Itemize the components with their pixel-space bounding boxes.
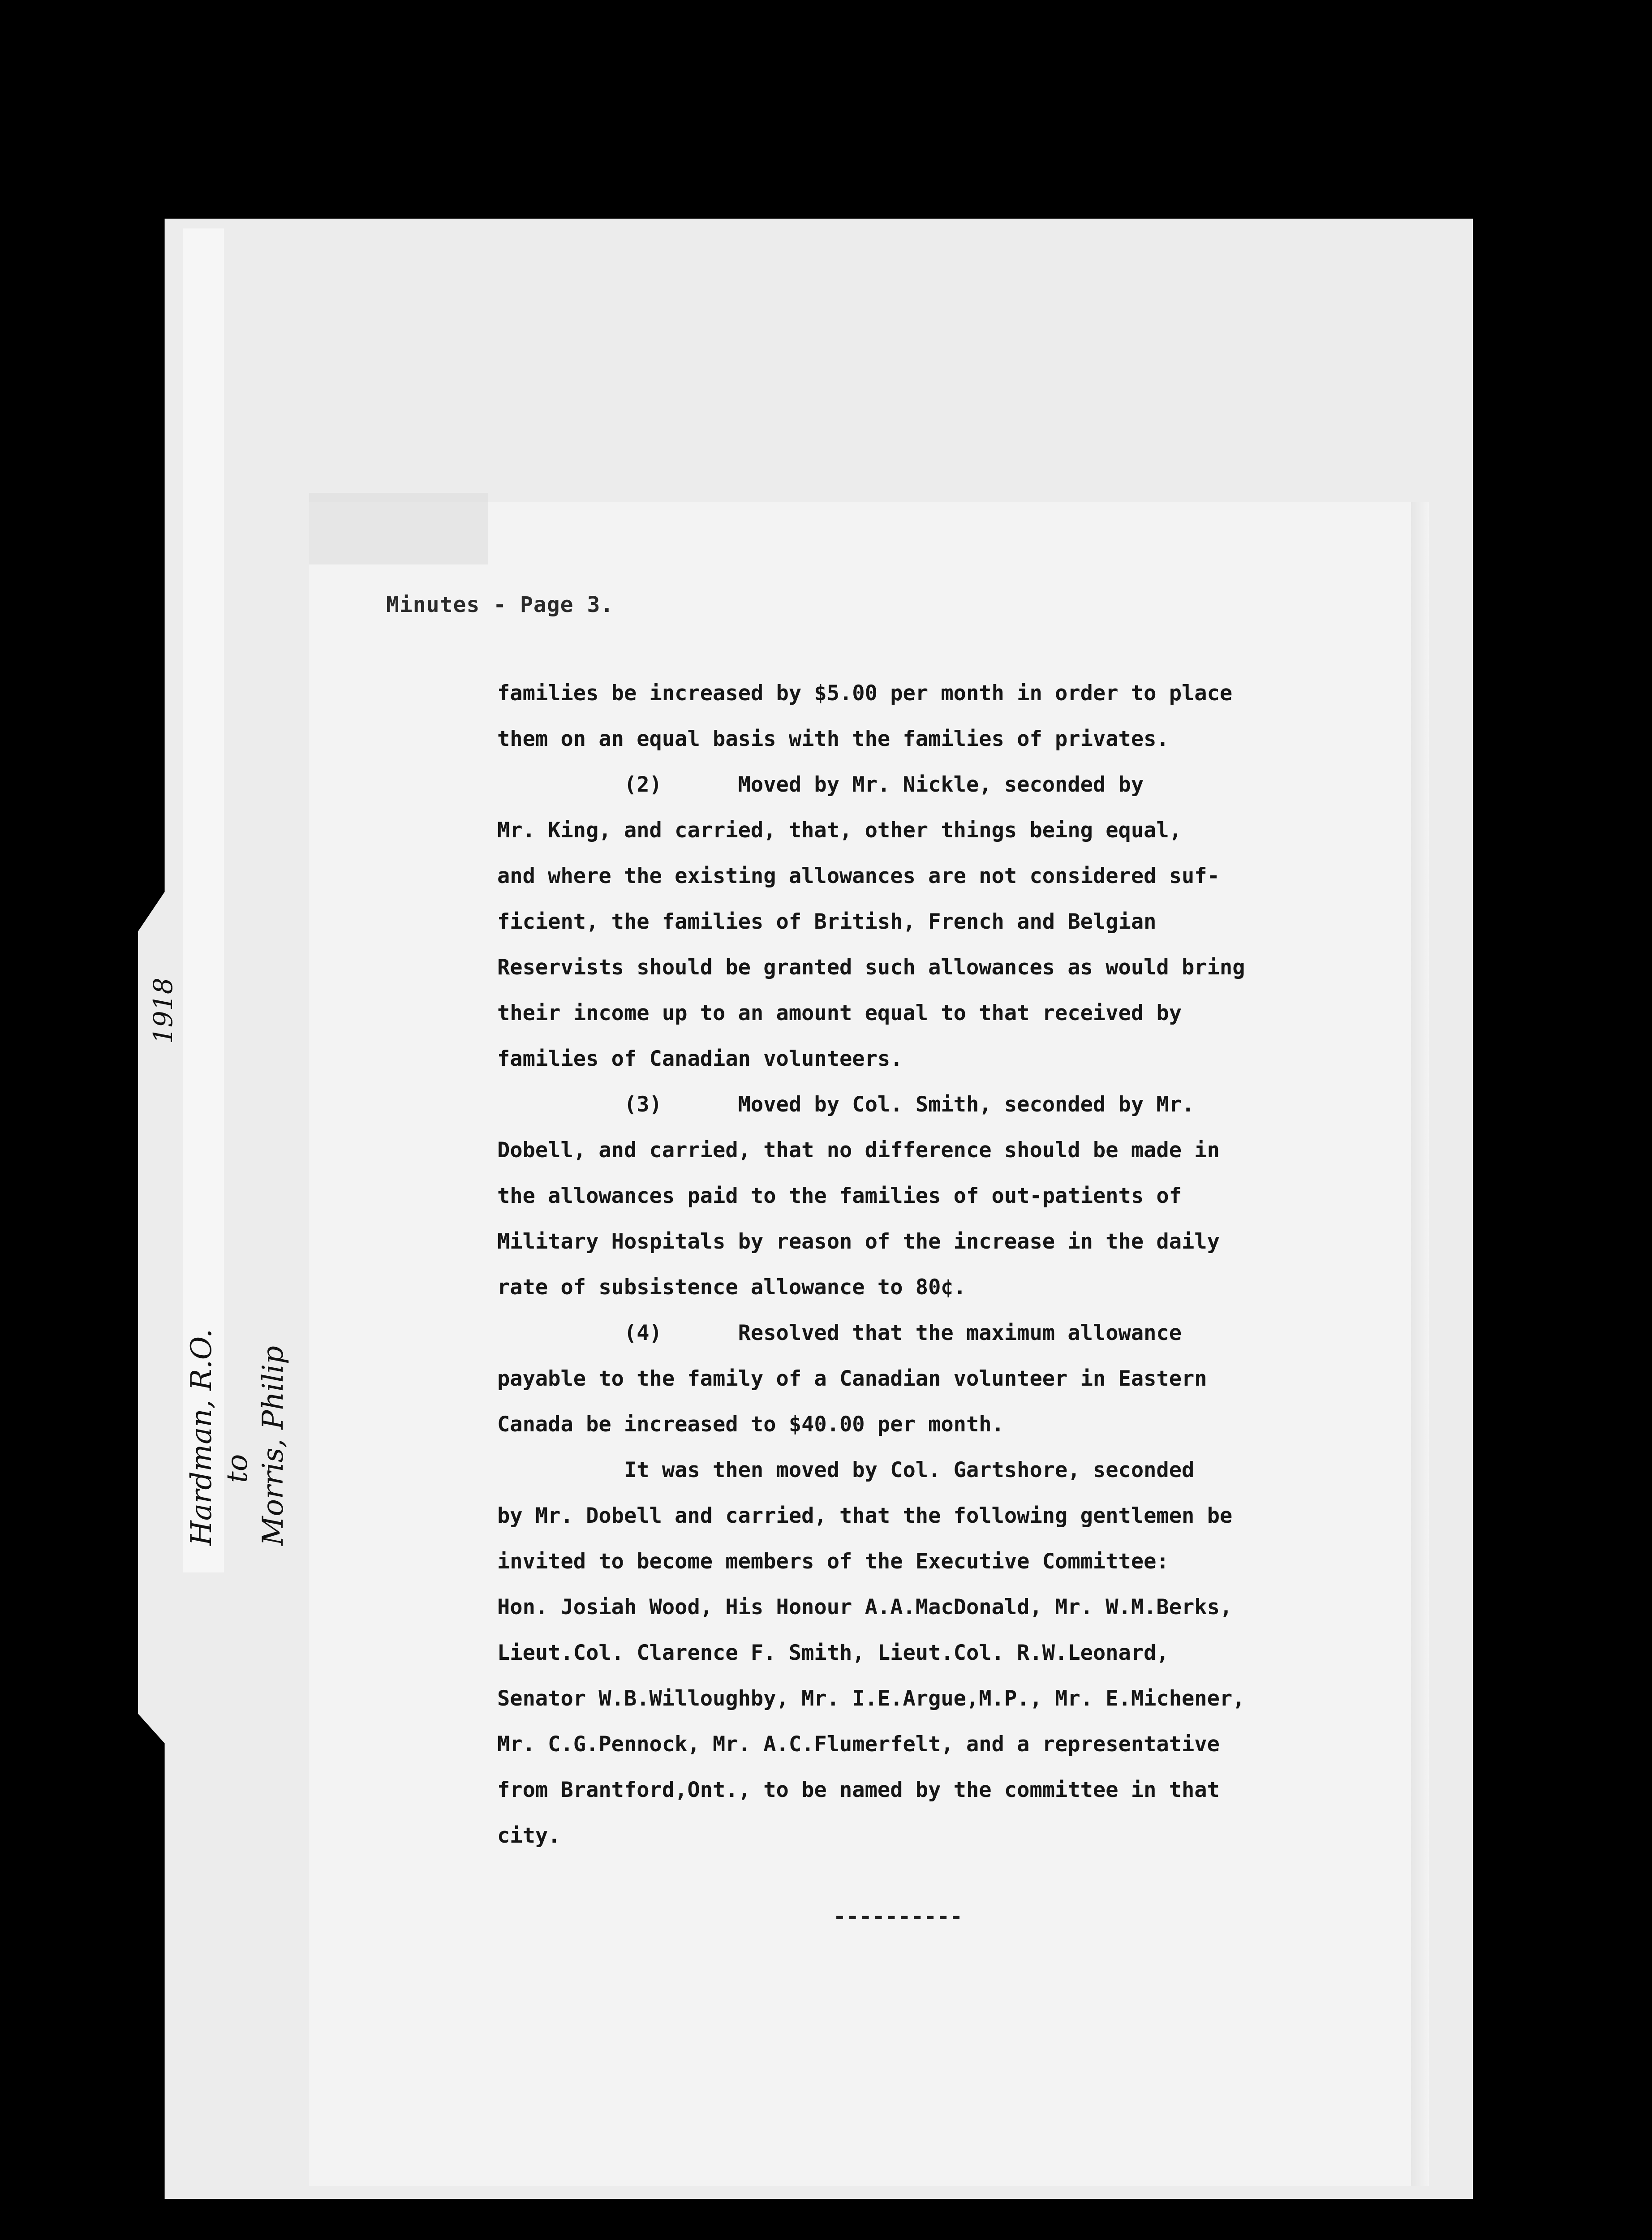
margin-note-line: Hardman, R.O. (185, 1329, 218, 1546)
margin-name-note (184, 1329, 290, 1546)
body-line: Lieut.Col. Clarence F. Smith, Lieut.Col. R.W.Leonard, (497, 1641, 1169, 1665)
body-line: Canada be increased to $40.00 per month. (497, 1412, 1004, 1437)
body-line: them on an equal basis with the families of privates. (497, 727, 1169, 751)
body-line: Senator W.B.Willoughby, Mr. I.E.Argue,M.P., Mr. E.Michener, (497, 1686, 1245, 1711)
body-line: families be increased by $5.00 per month in order to place (497, 681, 1233, 706)
body-line: city. (497, 1823, 561, 1848)
margin-note-line: to (221, 1454, 254, 1483)
body-line: Mr. King, and carried, that, other things being equal, (497, 818, 1182, 843)
body-line: families of Canadian volunteers. (497, 1047, 903, 1071)
body-line: Mr. C.G.Pennock, Mr. A.C.Flumerfelt, and a representative (497, 1732, 1220, 1757)
body-line: by Mr. Dobell and carried, that the following gentlemen be (497, 1503, 1233, 1528)
margin-year-note: 1918 (148, 978, 178, 1044)
body-line: (2) Moved by Mr. Nickle, seconded by (497, 772, 1144, 797)
page-corner-mark (309, 493, 488, 564)
page-edge-shadow (1411, 502, 1429, 2186)
body-line: and where the existing allowances are not considered suf- (497, 864, 1220, 888)
body-line: It was then moved by Col. Gartshore, seconded (497, 1458, 1195, 1482)
body-line: Reservists should be granted such allowances as would bring (497, 955, 1245, 980)
body-line: from Brantford,Ont., to be named by the committee in that (497, 1778, 1220, 1802)
body-line: Dobell, and carried, that no difference should be made in (497, 1138, 1220, 1163)
margin-note-line: Morris, Philip (257, 1346, 290, 1546)
body-line: invited to become members of the Executive Committee: (497, 1549, 1169, 1574)
body-line: Military Hospitals by reason of the increase in the daily (497, 1229, 1220, 1254)
page-title: Minutes - Page 3. (386, 592, 614, 617)
end-rule: ---------- (833, 1904, 963, 1929)
body-line: payable to the family of a Canadian volunteer in Eastern (497, 1366, 1207, 1391)
body-line: the allowances paid to the families of out-patients of (497, 1184, 1182, 1208)
body-line: their income up to an amount equal to that received by (497, 1001, 1182, 1025)
body-line: rate of subsistence allowance to 80¢. (497, 1275, 966, 1300)
body-line: ficient, the families of British, French and Belgian (497, 909, 1157, 934)
body-line: Hon. Josiah Wood, His Honour A.A.MacDonald, Mr. W.M.Berks, (497, 1595, 1233, 1620)
body-line: (3) Moved by Col. Smith, seconded by Mr. (497, 1092, 1195, 1117)
body-line: (4) Resolved that the maximum allowance (497, 1321, 1182, 1345)
